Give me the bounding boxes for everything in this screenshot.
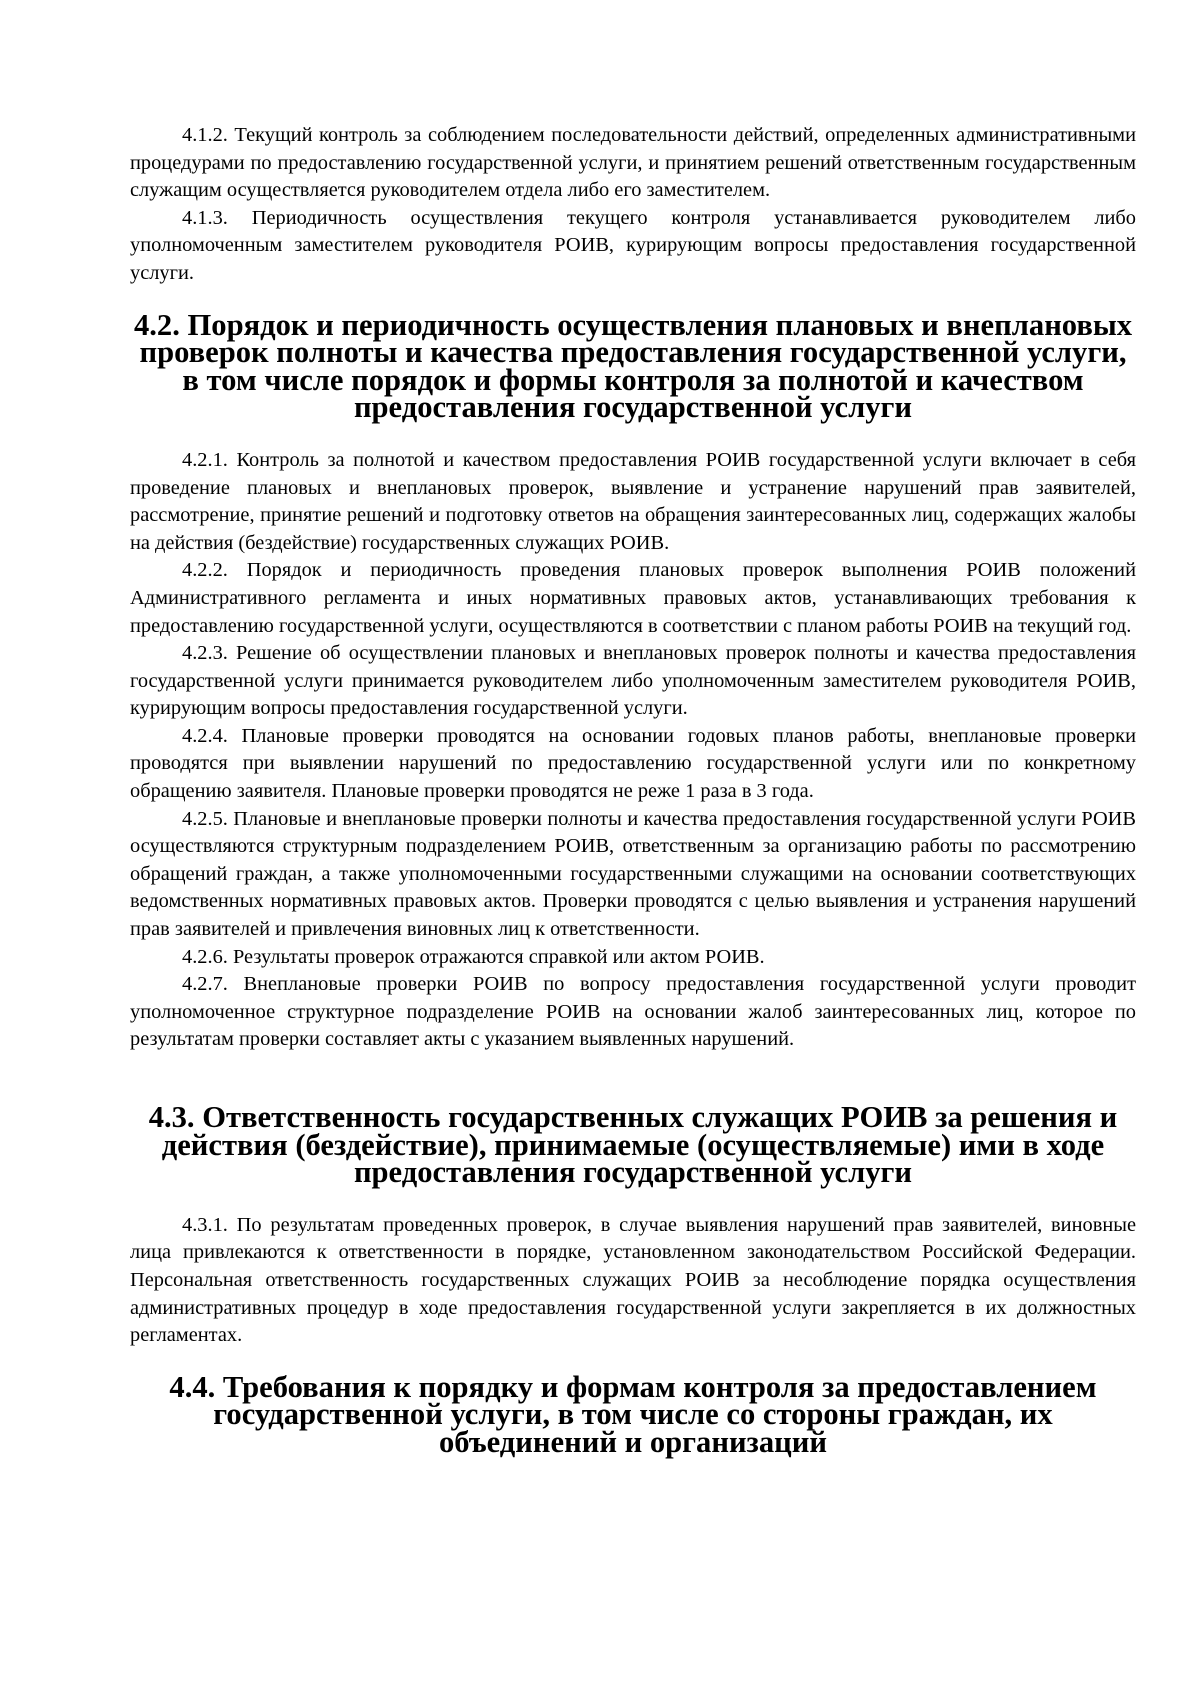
section-heading-4-3: 4.3. Ответственность государственных служащих РОИВ за решения и действия (бездействие), принимаемые (осуществляемые) ими в ходе предоставления государственной услуги (148, 1100, 1118, 1190)
paragraph-4-3-1: 4.3.1. По результатам проведенных проверок, в случае выявления нарушений прав заявителей, виновные лица привлекаются к ответственности в порядке, установленном законодательством Российской Федерации. Персональная ответственность государственных служащих РОИВ за несоблюдение порядка осуществления административных процедур в ходе предоставления государственной услуги закрепляется в их должностных регламентах. (130, 1213, 1136, 1347)
paragraph-4-2-4: 4.2.4. Плановые проверки проводятся на основании годовых планов работы, внеплановые проверки проводятся при выявлении нарушений по предоставлению государственной услуги или по конкретному обращению заявителя. Плановые проверки проводятся не реже 1 раза в 3 года. (130, 724, 1136, 803)
document-page (130, 122, 1136, 1457)
paragraph-4-2-1: 4.2.1. Контроль за полнотой и качеством предоставления РОИВ государственной услуги включает в себя проведение плановых и внеплановых проверок, выявление и устранение нарушений прав заявителей, рассмотрение, принятие решений и подготовку ответов на обращения заинтересованных лиц, содержащих жалобы на действия (бездействие) государственных служащих РОИВ. (130, 448, 1136, 554)
paragraph-4-1-2: 4.1.2. Текущий контроль за соблюдением последовательности действий, определенных административными процедурами по предоставлению государственной услуги, и принятием решений ответственным государственным служащим осуществляется руководителем отдела либо его заместителем. (130, 124, 1136, 202)
paragraph-4-2-6: 4.2.6. Результаты проверок отражаются справкой или актом РОИВ. (182, 945, 765, 968)
paragraph-4-2-5: 4.2.5. Плановые и внеплановые проверки полноты и качества предоставления государственной услуги РОИВ осуществляются структурным подразделением РОИВ, ответственным за организацию работы по рассмотрению обращений граждан, а также уполномоченными государственными служащими на основании соответствующих ведомственных нормативных правовых актов. Проверки проводятся с целью выявления и устранения нарушений прав заявителей и привлечения виновных лиц к ответственности. (130, 807, 1136, 941)
paragraph-4-2-3: 4.2.3. Решение об осуществлении плановых и внеплановых проверок полноты и качества предоставления государственной услуги принимается руководителем либо уполномоченным заместителем руководителя РОИВ, курирующим вопросы предоставления государственной услуги. (130, 642, 1136, 720)
section-heading-4-4: 4.4. Требования к порядку и формам контроля за предоставлением государственной услуги, в том числе со стороны граждан, их объединений и организаций (169, 1369, 1097, 1459)
paragraph-4-2-2: 4.2.2. Порядок и периодичность проведения плановых проверок выполнения РОИВ положений Административного регламента и иных нормативных правовых актов, устанавливающих требования к предоставлению государственной услуги, осуществляются в соответствии с планом работы РОИВ на текущий год. (130, 559, 1136, 637)
paragraph-4-1-3: 4.1.3. Периодичность осуществления текущего контроля устанавливается руководителем либо уполномоченным заместителем руководителя РОИВ, курирующим вопросы предоставления государственной услуги. (130, 206, 1136, 284)
paragraph-4-2-7: 4.2.7. Внеплановые проверки РОИВ по вопросу предоставления государственной услуги проводит уполномоченное структурное подразделение РОИВ на основании жалоб заинтересованных лиц, которое по результатам проверки составляет акты с указанием выявленных нарушений. (130, 973, 1136, 1051)
section-heading-4-2: 4.2. Порядок и периодичность осуществления плановых и внеплановых проверок полноты и качества предоставления государственной услуги, в том числе порядок и формы контроля за полнотой и качеством предоставления государственной услуги (133, 307, 1133, 425)
